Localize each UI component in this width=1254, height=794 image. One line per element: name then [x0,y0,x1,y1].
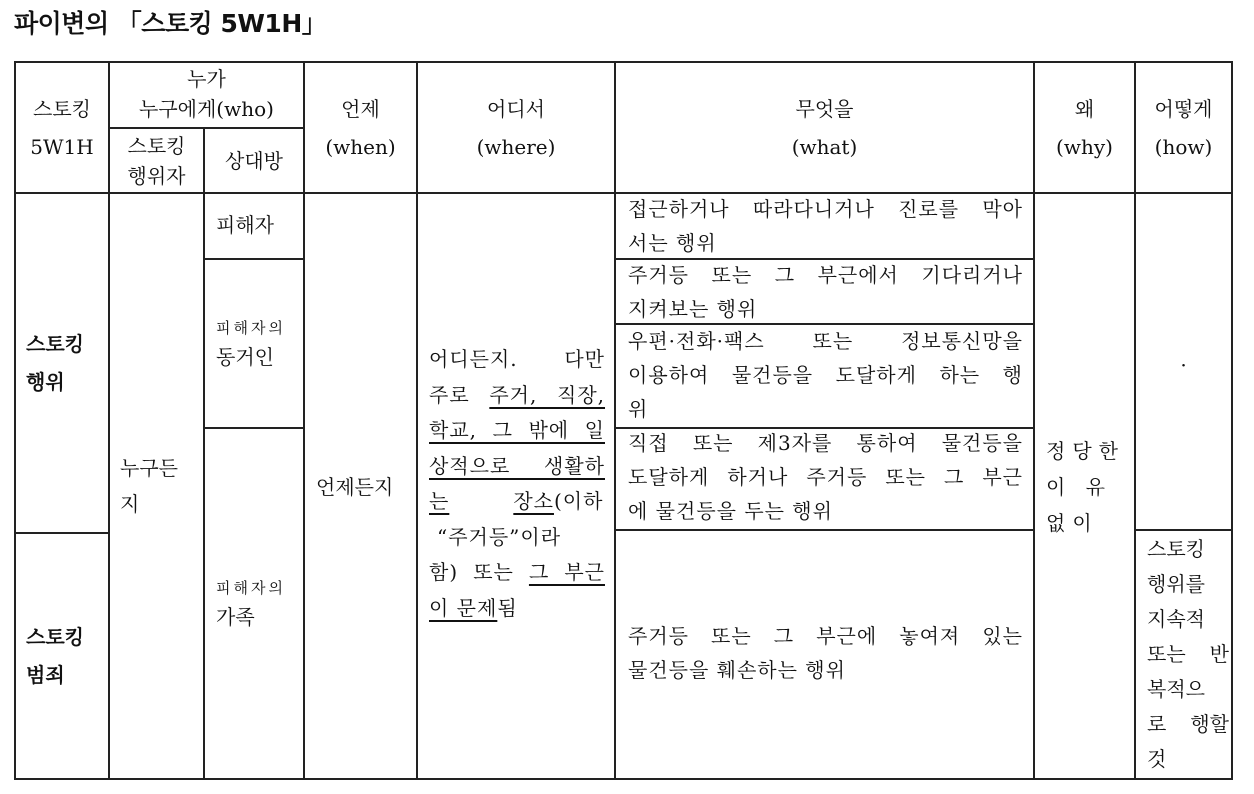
how-crime-condition: 스토킹 행위를 지속적 또는 반 복적으 로 행할 것 [1147,537,1229,771]
how-act-mark: · [1180,353,1187,377]
what-item-2: 주거등 또는 그 부근에서 기다리거나 지켜보는 행위 [628,263,1023,321]
target-cohabitant: 피해자의 동거인 [216,319,286,369]
header-what: 무엇을 (what) [791,96,858,159]
what-item-1: 접근하거나 따라다니거나 진로를 막아 서는 행위 [628,197,1023,255]
header-how: 어떻게 (how) [1154,96,1213,159]
why-without-justification: 정당한 이 유 없이 [1046,439,1125,535]
what-item-5: 주거등 또는 그 부근에 놓여져 있는 물건등을 훼손하는 행위 [628,624,1023,682]
header-where: 어디서 (where) [476,96,556,159]
row-label-stalking-crime: 스토킹 범죄 [26,625,84,687]
actor-anyone: 누구든 지 [120,456,178,516]
what-item-3: 우편·전화·팩스 또는 정보통신망을 이용하여 물건등을 도달하게 하는 행 위 [628,329,1023,421]
header-who: 누가 누구에게(who) [139,67,274,121]
target-family: 피해자의 가족 [216,579,286,629]
header-when: 언제 (when) [325,96,396,159]
row-label-stalking-act: 스토킹 행위 [26,332,84,394]
what-item-4: 직접 또는 제3자를 통하여 물건등을 도달하게 하거나 주거등 또는 그 부근 에 물건등을 두는 행위 [628,431,1023,523]
header-actor: 스토킹 행위자 [127,133,186,188]
header-counterpart: 상대방 [225,148,283,173]
header-5w1h: 스토킹 5W1H [30,96,94,159]
header-why: 왜 (why) [1056,96,1113,159]
when-anytime: 언제든지 [316,475,394,499]
target-victim: 피해자 [216,213,274,237]
page-title: 파이변의 「스토킹 5W1H」 [14,9,327,38]
where-anywhere: 어디든지. 다만 주로 주거, 직장, 학교, 그 밖에 일 상적으로 생활하 는 장소(이하 “주거등”이라 함) 또는 그 부근 이 문제됨 [429,347,606,620]
